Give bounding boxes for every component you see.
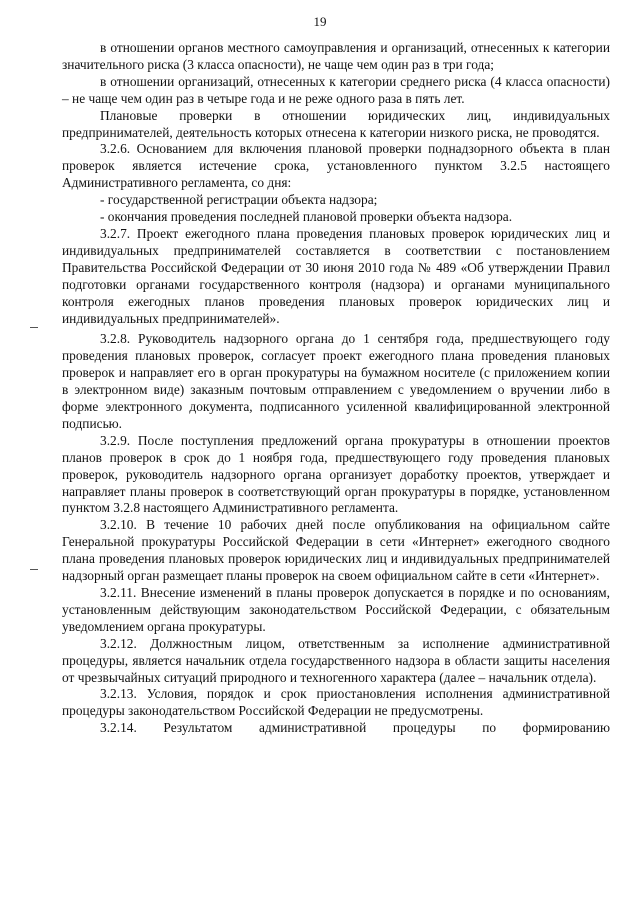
- paragraph-3-2-6: 3.2.6. Основанием для включения плановой проверки поднадзорного объекта в план проверок является истечение срока, установленного пунктом 3.2.5 настоящего Административного регламента, со дня:: [62, 141, 610, 191]
- paragraph-3-2-12: 3.2.12. Должностным лицом, ответственным за исполнение административной процедуры, является начальник отдела государственного надзора в области защиты населения от чрезвычайных ситуаций природного и техногенного характера (далее – начальник отдела).: [62, 635, 610, 685]
- margin-mark: [30, 569, 38, 570]
- page-number: 19: [313, 14, 327, 29]
- paragraph-3-2-9: 3.2.9. После поступления предложений органа прокуратуры в отношении проектов планов проверок в срок до 1 ноября года, предшествующего году проведения плановых проверок, руководитель надзорного органа организует доработку проектов, утверждает и направляет планы проверок в соответствующий орган прокуратуры в порядке, установленном пунктом 3.2.8 настоящего Административного регламента.: [62, 432, 610, 516]
- paragraph-3-2-7: 3.2.7. Проект ежегодного плана проведения плановых проверок юридических лиц и индивидуальных предпринимателей составляется в соответствии с постановлением Правительства Российской Федерации от 30 июня 2010 года № 489 «Об утверждении Правил подготовки органами государственного контроля (надзора) и органами муниципального контроля ежегодных планов проведения плановых проверок юридических лиц и индивидуальных предпринимателей».: [62, 225, 610, 326]
- paragraph-3-2-13: 3.2.13. Условия, порядок и срок приостановления исполнения административной процедуры законодательством Российской Федерации не предусмотрены.: [62, 686, 610, 719]
- paragraph-risk-class-4: в отношении организаций, отнесенных к категории среднего риска (4 класса опасности) – не чаще чем один раз в четыре года и не реже одного раза в пять лет.: [62, 73, 610, 106]
- paragraph-low-risk: Плановые проверки в отношении юридических лиц, индивидуальных предпринимателей, деятельность которых отнесена к категории низкого риска, не проводятся.: [62, 107, 610, 140]
- margin-mark: [30, 327, 38, 328]
- list-item-registration: - государственной регистрации объекта надзора;: [100, 192, 378, 208]
- paragraph-3-2-14: 3.2.14. Результатом административной процедуры по формированию: [100, 720, 610, 736]
- list-item-last-inspection: - окончания проведения последней плановой проверки объекта надзора.: [100, 209, 513, 225]
- paragraph-risk-class-3: в отношении органов местного самоуправления и организаций, отнесенных к категории значительного риска (3 класса опасности), не чаще чем один раз в три года;: [62, 40, 610, 72]
- paragraph-3-2-11: 3.2.11. Внесение изменений в планы проверок допускается в порядке и по основаниям, установленным действующим законодательством Российской Федерации, с обязательным уведомлением органа прокуратуры.: [62, 585, 610, 634]
- paragraph-3-2-10: 3.2.10. В течение 10 рабочих дней после опубликования на официальном сайте Генеральной прокуратуры Российской Федерации в сети «Интернет» ежегодного сводного плана проведения плановых проверок юридических лиц и индивидуальных предпринимателей надзорный орган размещает планы проверок на своем официальном сайте в сети «Интернет».: [62, 517, 610, 584]
- document-body: [62, 40, 610, 737]
- paragraph-3-2-8: 3.2.8. Руководитель надзорного органа до 1 сентября года, предшествующего году проведения плановых проверок, согласует проект ежегодного плана проведения плановых проверок и направляет его в орган прокуратуры на бумажном носителе (с приложением копии в электронном виде) заказным почтовым отправлением с уведомлением о вручении либо в форме электронного документа, подписанного усиленной квалифицированной электронной подписью.: [62, 331, 610, 431]
